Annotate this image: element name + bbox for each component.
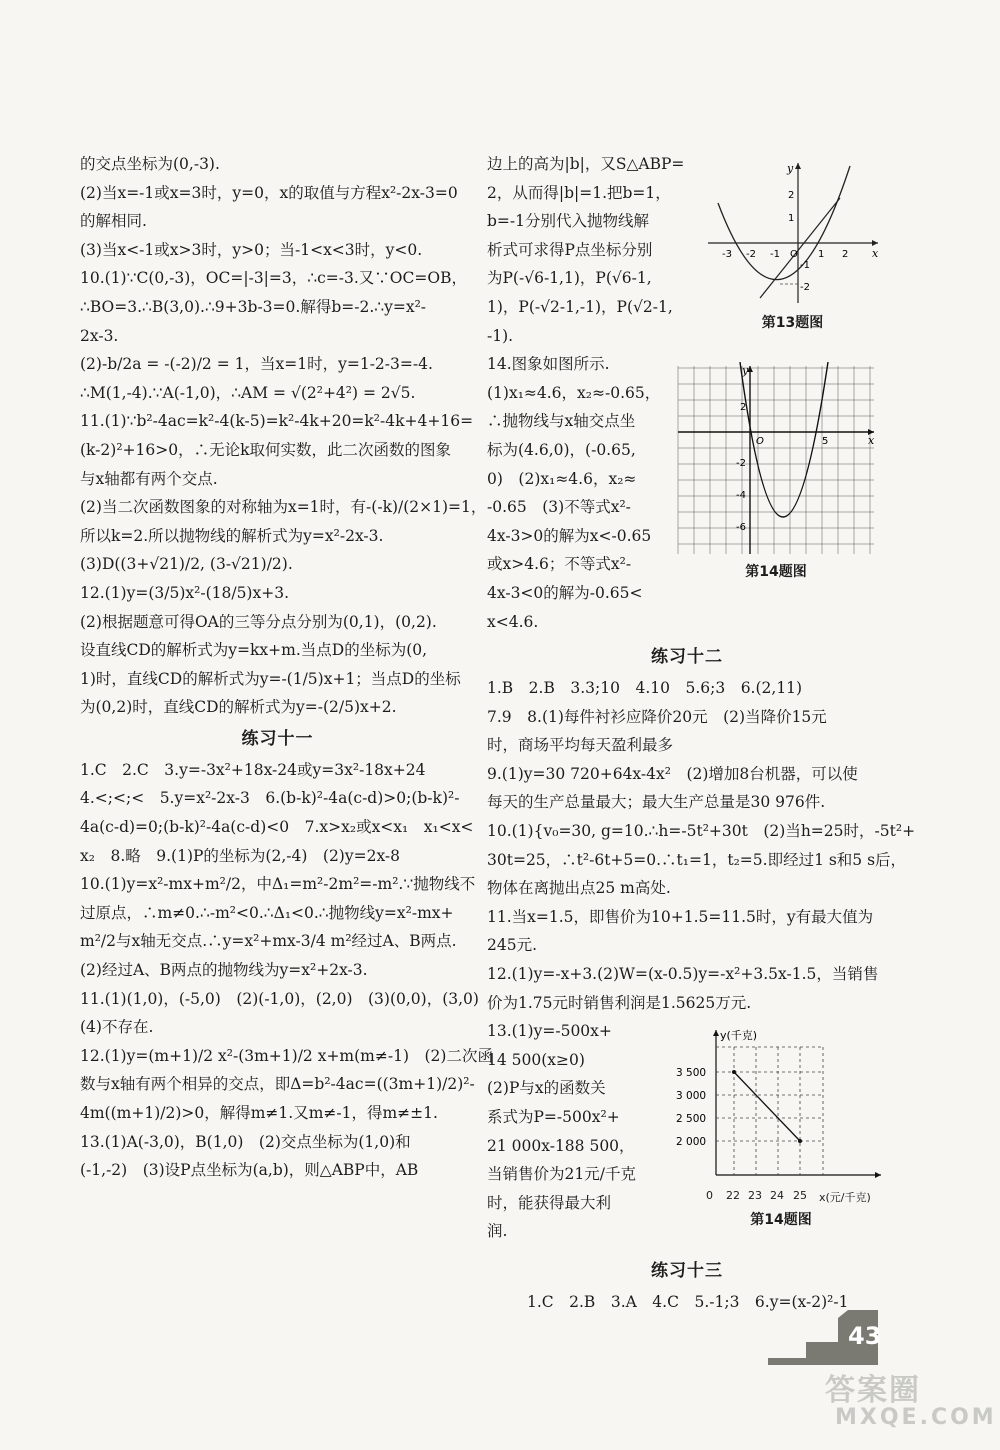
fig13-ytick: 1	[788, 213, 795, 224]
fig14a-ytick: -6	[736, 522, 746, 533]
text-line: 4a(c-d)=0;(b-k)²-4a(c-d)<0 7.x>x₂或x<x₁ x₁<x<	[80, 818, 474, 837]
section-heading-11: 练习十一	[241, 728, 314, 749]
fig14a-x-label: x	[868, 434, 875, 447]
text-line: (1)x₁≈4.6，x₂≈-0.65，	[487, 383, 661, 402]
text-line: 析式可求得P点坐标分别	[487, 240, 653, 259]
fig14b-y-label: y(千克)	[720, 1029, 758, 1042]
text-line: (3)D((3+√21)/2, (3-√21)/2).	[80, 555, 293, 574]
fig13-ytick: -2	[800, 282, 810, 293]
text-line: 物体在离抛出点25 m高处.	[487, 879, 671, 898]
text-line: 10.(1)y=x²-mx+m²/2，中Δ₁=m²-2m²=-m².∵抛物线不	[80, 875, 476, 894]
fig13-ytick: -1	[800, 260, 810, 271]
text-line: 当销售价为21元/千克	[487, 1165, 636, 1184]
text-line: 4m((m+1)/2)>0，解得m≠1.又m≠-1，得m≠±1.	[80, 1104, 438, 1122]
text-line: (2)-b/2a = -(-2)/2 = 1，当x=1时，y=1-2-3=-4.	[80, 355, 433, 374]
text-line: 1.C 2.C 3.y=-3x²+18x-24或y=3x²-18x+24	[80, 760, 426, 779]
text-line: 0) (2)x₁≈4.6，x₂≈	[487, 469, 637, 488]
text-line: 9.(1)y=30 720+64x-4x² (2)增加8台机器，可以使	[487, 764, 858, 783]
right-text-block-3	[487, 1017, 682, 1246]
fig13-xtick: -2	[746, 249, 756, 260]
text-line: b=-1分别代入抛物线解	[487, 212, 650, 231]
figure-13-caption: 第13题图	[761, 315, 824, 331]
text-line: 12.(1)y=-x+3.(2)W=(x-0.5)y=-x²+3.5x-1.5，当销售	[487, 965, 879, 984]
fig13-xtick: -3	[722, 249, 732, 260]
text-line: 的解相同.	[80, 212, 147, 231]
fig13-ytick: 2	[788, 190, 795, 201]
text-line: (-1,-2) (3)设P点坐标为(a,b)，则△ABP中，AB	[80, 1161, 419, 1180]
text-line: 1)时，直线CD的解析式为y=-(1/5)x+1；当点D的坐标	[80, 669, 461, 688]
fig14a-ytick: -4	[736, 490, 746, 501]
text-line: x₂ 8.略 9.(1)P的坐标为(2,-4) (2)y=2x-8	[80, 846, 401, 865]
text-line: (2)当二次函数图象的对称轴为x=1时，有-(-k)/(2×1)=1，	[80, 498, 487, 517]
text-line: (2)经过A、B两点的抛物线为y=x²+2x-3.	[80, 961, 368, 980]
text-line: (2)根据题意可得OA的三等分点分别为(0,1)，(0,2).	[80, 612, 437, 631]
text-line: -1).	[487, 326, 514, 345]
text-line: 润.	[487, 1222, 508, 1241]
left-text-block-1	[80, 150, 487, 722]
figure-13-graph	[700, 158, 885, 308]
text-line: 的交点坐标为(0,-3).	[80, 155, 220, 173]
fig13-xtick: -1	[770, 249, 780, 260]
text-line: 14.图象如图所示.	[487, 355, 610, 374]
text-line: 为(0,2)时，直线CD的解析式为y=-(2/5)x+2.	[80, 698, 397, 717]
text-line: 13.(1)y=-500x+	[487, 1022, 612, 1041]
fig14b-xtick: 23	[748, 1189, 762, 1202]
right-text-block-2	[487, 674, 916, 1017]
fig14a-ytick: 2	[740, 402, 747, 413]
text-line: 11.当x=1.5，即售价为10+1.5=11.5时，y有最大值为	[487, 907, 874, 926]
fig14b-xtick: 25	[793, 1189, 807, 1202]
text-line: (k-2)²+16>0，∴无论k取何实数，此二次函数的图象	[80, 440, 451, 459]
text-line: ∴抛物线与x轴交点坐	[487, 412, 636, 431]
text-line: 过原点，∴m≠0.∴-m²<0.∴Δ₁<0.∴抛物线y=x²-mx+	[80, 903, 454, 922]
fig14a-xtick: 5	[822, 436, 829, 447]
text-line: 10.(1){v₀=30, g=10.∴h=-5t²+30t (2)当h=25时，-5t²+	[487, 822, 916, 841]
page-number: 43	[848, 1322, 882, 1350]
right-text-block-1	[487, 150, 685, 636]
figure-14b	[676, 1025, 886, 1229]
text-line: (2)当x=-1或x=3时，y=0，x的取值与方程x²-2x-3=0	[80, 183, 458, 202]
text-line: 12.(1)y=(3/5)x²-(18/5)x+3.	[80, 583, 290, 602]
left-column	[80, 150, 493, 1185]
text-line: (2)P与x的函数关	[487, 1079, 606, 1098]
text-line: 2，从而得|b|=1.把b=1，	[487, 183, 671, 202]
fig14b-ytick: 3 000	[676, 1090, 707, 1102]
text-line: 系式为P=-500x²+	[487, 1108, 620, 1126]
figure-13	[700, 158, 885, 332]
figure-14a-graph	[676, 362, 876, 557]
fig14b-xtick: 0	[706, 1189, 713, 1202]
fig13-xtick: 1	[818, 249, 825, 260]
text-line: 为P(-√6-1,1)，P(√6-1,	[487, 269, 652, 288]
text-line: 4.<;<;< 5.y=x²-2x-3 6.(b-k)²-4a(c-d)>0;(b-k)²-	[80, 789, 460, 808]
text-line: 数与x轴有两个相异的交点，即Δ=b²-4ac=((3m+1)/2)²-	[80, 1075, 475, 1094]
text-line: (4)不存在.	[80, 1018, 154, 1037]
fig13-y-label: y	[787, 162, 794, 175]
fig13-xtick: 2	[842, 249, 849, 260]
text-line: 1.B 2.B 3.3;10 4.10 5.6;3 6.(2,11)	[487, 679, 803, 698]
fig13-origin: O	[790, 249, 798, 260]
figure-14b-caption: 第14题图	[750, 1212, 812, 1228]
fig14b-ytick: 2 500	[676, 1113, 707, 1125]
text-line: 1)，P(-√2-1,-1)，P(√2-1,	[487, 297, 673, 316]
text-line: 每天的生产总量最大；最大生产总量是30 976件.	[487, 793, 826, 812]
text-line: 11.(1)(1,0)，(-5,0) (2)(-1,0)，(2,0) (3)(0,0)，(3,0)	[80, 989, 479, 1008]
text-line: (3)当x<-1或x>3时，y>0；当-1<x<3时，y<0.	[80, 240, 423, 259]
left-text-block-2	[80, 756, 493, 1185]
text-line: 21 000x-188 500，	[487, 1136, 635, 1155]
text-line: 时，能获得最大利	[487, 1193, 612, 1212]
fig14b-xtick: 24	[770, 1189, 784, 1202]
section-heading-13: 练习十三	[651, 1260, 723, 1281]
text-line: 10.(1)∵C(0,-3)，OC=|-3|=3，∴c=-3.又∵OC=OB，	[80, 269, 467, 288]
fig14a-ytick: -2	[736, 458, 746, 469]
text-line: 2x-3.	[80, 326, 119, 345]
text-line: -0.65 (3)不等式x²-	[487, 498, 631, 517]
text-line: ∴BO=3.∴B(3,0).∴9+3b-3=0.解得b=-2.∴y=x²-	[80, 297, 427, 316]
text-line: 所以k=2.所以抛物线的解析式为y=x²-2x-3.	[80, 526, 384, 545]
text-line: 4x-3<0的解为-0.65<	[487, 583, 643, 602]
watermark-logo: 答案圈	[825, 1373, 921, 1408]
section-heading-12: 练习十二	[651, 647, 723, 668]
text-line: 时，商场平均每天盈利最多	[487, 736, 674, 755]
fig14b-ytick: 3 500	[676, 1067, 707, 1079]
fig14a-origin: O	[756, 436, 764, 447]
figure-14a	[676, 362, 876, 581]
text-line: 12.(1)y=(m+1)/2 x²-(3m+1)/2 x+m(m≠-1) (2)二次函	[80, 1046, 493, 1065]
text-line: 30t=25，∴t²-6t+5=0.∴t₁=1，t₂=5.即经过1 s和5 s后，	[487, 850, 907, 869]
text-line: 4x-3>0的解为x<-0.65	[487, 526, 652, 545]
fig13-x-label: x	[872, 247, 879, 260]
text-line: x<4.6.	[487, 612, 539, 631]
fig14b-ytick: 2 000	[676, 1136, 707, 1148]
fig14b-x-label: x(元/千克)	[819, 1191, 871, 1204]
fig14b-xtick: 22	[726, 1189, 740, 1202]
text-line: 13.(1)A(-3,0)，B(1,0) (2)交点坐标为(1,0)和	[80, 1132, 411, 1151]
text-line: 价为1.75元时销售利润是1.5625万元.	[487, 993, 752, 1012]
text-line: 或x>4.6；不等式x²-	[487, 555, 632, 574]
text-line: m²/2与x轴无交点.∴y=x²+mx-3/4 m²经过A、B两点.	[80, 932, 457, 951]
text-line: 7.9 8.(1)每件衬衫应降价20元 (2)当降价15元	[487, 707, 827, 726]
text-line: 标为(4.6,0)，(-0.65,	[487, 440, 636, 459]
text-line: 设直线CD的解析式为y=kx+m.当点D的坐标为(0,	[80, 641, 428, 660]
fig14b-xticks	[676, 1189, 886, 1205]
figure-14a-caption: 第14题图	[745, 564, 807, 580]
text-line: 14 500(x≥0)	[487, 1050, 585, 1069]
watermark-url: MXQE.COM	[835, 1405, 997, 1430]
text-line: 1.C 2.B 3.A 4.C 5.-1;3 6.y=(x-2)²-1	[527, 1292, 849, 1311]
fig14a-y-label: y	[742, 364, 749, 377]
text-line: 11.(1)∵b²-4ac=k²-4(k-5)=k²-4k+20=k²-4k+4+16=	[80, 412, 474, 431]
figure-14b-graph	[676, 1025, 886, 1185]
text-line: 与x轴都有两个交点.	[80, 469, 218, 488]
text-line: ∴M(1,-4).∵A(-1,0)，∴AM = √(2²+4²) = 2√5.	[80, 383, 416, 402]
text-line: 边上的高为|b|，又S△ABP=	[487, 155, 685, 173]
text-line: 245元.	[487, 936, 538, 955]
